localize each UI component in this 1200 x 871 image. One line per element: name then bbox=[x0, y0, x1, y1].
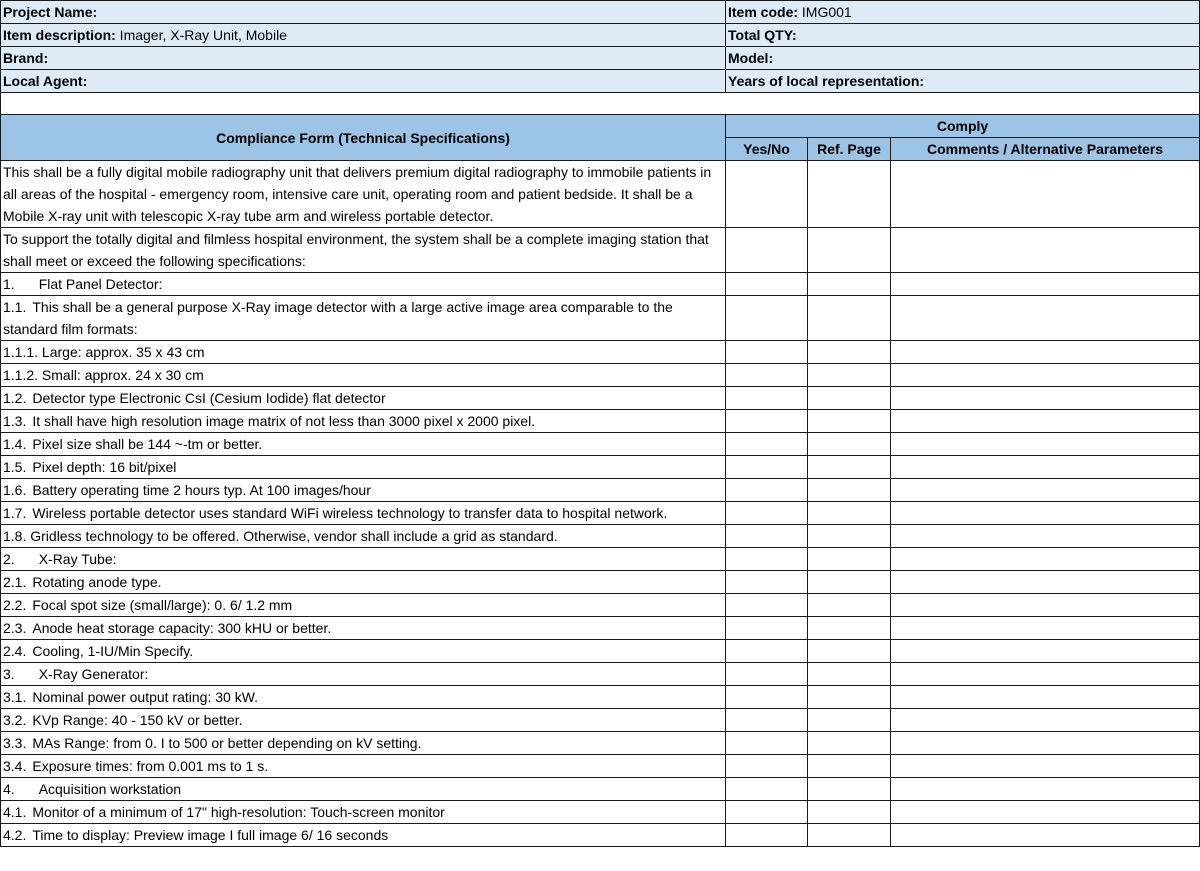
spec-row-1 bbox=[1, 228, 1200, 273]
spec-text-cell bbox=[1, 456, 726, 479]
yes-no-cell[interactable] bbox=[726, 387, 808, 410]
spec-text: Large: approx. 35 x 43 cm bbox=[41, 344, 205, 360]
spec-text-cell bbox=[1, 755, 726, 778]
comments-cell[interactable] bbox=[891, 617, 1200, 640]
comments-header: Comments / Alternative Parameters bbox=[891, 138, 1200, 161]
comments-cell[interactable] bbox=[891, 548, 1200, 571]
yes-no-cell[interactable] bbox=[726, 433, 808, 456]
spec-number: 1.8. bbox=[3, 528, 27, 544]
info-row-brand bbox=[1, 47, 1200, 70]
spec-row-25 bbox=[1, 824, 1200, 847]
spec-text: Cooling, 1-IU/Min Specify. bbox=[32, 643, 194, 659]
yes-no-cell[interactable] bbox=[726, 594, 808, 617]
spec-row-5 bbox=[1, 364, 1200, 387]
spec-text: Flat Panel Detector: bbox=[38, 276, 163, 292]
ref-page-cell[interactable] bbox=[808, 364, 891, 387]
ref-page-cell[interactable] bbox=[808, 548, 891, 571]
ref-page-cell[interactable] bbox=[808, 273, 891, 296]
yes-no-cell[interactable] bbox=[726, 479, 808, 502]
spec-row-22 bbox=[1, 755, 1200, 778]
comments-cell[interactable] bbox=[891, 456, 1200, 479]
ref-page-cell[interactable] bbox=[808, 433, 891, 456]
ref-page-cell[interactable] bbox=[808, 228, 891, 273]
project-name-label: Project Name: bbox=[3, 4, 98, 20]
comments-cell[interactable] bbox=[891, 824, 1200, 847]
ref-page-cell[interactable] bbox=[808, 456, 891, 479]
yes-no-cell[interactable] bbox=[726, 686, 808, 709]
yes-no-cell[interactable] bbox=[726, 502, 808, 525]
comments-cell[interactable] bbox=[891, 755, 1200, 778]
spec-row-9 bbox=[1, 456, 1200, 479]
ref-page-cell[interactable] bbox=[808, 594, 891, 617]
item-description-cell[interactable] bbox=[1, 24, 726, 47]
spec-number: 1.4. bbox=[3, 436, 27, 452]
comments-cell[interactable] bbox=[891, 410, 1200, 433]
spec-title-header: Compliance Form (Technical Specifications) bbox=[1, 115, 726, 161]
years-representation-cell[interactable] bbox=[726, 70, 1200, 93]
local-agent-label: Local Agent: bbox=[3, 73, 88, 89]
spec-number: 3.1. bbox=[3, 689, 27, 705]
project-name-cell[interactable] bbox=[1, 1, 726, 24]
comments-cell[interactable] bbox=[891, 296, 1200, 341]
ref-page-cell[interactable] bbox=[808, 161, 891, 228]
comments-cell[interactable] bbox=[891, 161, 1200, 228]
spec-row-6 bbox=[1, 387, 1200, 410]
model-label: Model: bbox=[728, 50, 774, 66]
item-code-label: Item code: bbox=[728, 4, 799, 20]
spec-number: 3.2. bbox=[3, 712, 27, 728]
spec-text-cell bbox=[1, 663, 726, 686]
years-representation-label: Years of local representation: bbox=[728, 73, 925, 89]
brand-label: Brand: bbox=[3, 50, 49, 66]
spec-row-15 bbox=[1, 594, 1200, 617]
spec-text-cell bbox=[1, 273, 726, 296]
yes-no-cell[interactable] bbox=[726, 228, 808, 273]
spacer-row bbox=[1, 93, 1200, 115]
ref-page-cell[interactable] bbox=[808, 525, 891, 548]
comments-cell[interactable] bbox=[891, 433, 1200, 456]
yes-no-cell[interactable] bbox=[726, 617, 808, 640]
spec-row-7 bbox=[1, 410, 1200, 433]
spec-text: Monitor of a minimum of 17" high-resolution: Touch-screen monitor bbox=[32, 804, 445, 820]
ref-page-cell[interactable] bbox=[808, 755, 891, 778]
comments-cell[interactable] bbox=[891, 341, 1200, 364]
spec-text: Exposure times: from 0.001 ms to 1 s. bbox=[32, 758, 269, 774]
spec-text-cell bbox=[1, 479, 726, 502]
comply-header: Comply bbox=[726, 115, 1200, 138]
spec-number: 2. bbox=[3, 551, 15, 567]
comments-cell[interactable] bbox=[891, 364, 1200, 387]
yes-no-cell[interactable] bbox=[726, 778, 808, 801]
spec-text: This shall be a fully digital mobile radiography unit that delivers premium digital radiography to immobile patients in all areas of the hospital - emergency room, intensive care unit, operating room and patient bedside. It shall be a Mobile X-ray unit with telescopic X-ray tube arm and wireless portable detector. bbox=[3, 164, 712, 224]
yes-no-cell[interactable] bbox=[726, 410, 808, 433]
spec-row-18 bbox=[1, 663, 1200, 686]
spec-text: Acquisition workstation bbox=[38, 781, 182, 797]
spec-number: 1.5. bbox=[3, 459, 27, 475]
ref-page-cell[interactable] bbox=[808, 617, 891, 640]
spec-text: Detector type Electronic CsI (Cesium Iodide) flat detector bbox=[32, 390, 386, 406]
spec-text: KVp Range: 40 - 150 kV or better. bbox=[32, 712, 243, 728]
info-row-description bbox=[1, 24, 1200, 47]
spec-text: Pixel depth: 16 bit/pixel bbox=[32, 459, 177, 475]
spec-text-cell bbox=[1, 525, 726, 548]
ref-page-cell[interactable] bbox=[808, 571, 891, 594]
comments-cell[interactable] bbox=[891, 387, 1200, 410]
item-code-cell[interactable] bbox=[726, 1, 1200, 24]
spec-text-cell bbox=[1, 617, 726, 640]
yes-no-cell[interactable] bbox=[726, 364, 808, 387]
spec-text-cell bbox=[1, 824, 726, 847]
spec-text-cell bbox=[1, 341, 726, 364]
yes-no-cell[interactable] bbox=[726, 273, 808, 296]
brand-cell[interactable] bbox=[1, 47, 726, 70]
spec-number: 2.4. bbox=[3, 643, 27, 659]
yes-no-cell[interactable] bbox=[726, 341, 808, 364]
spec-row-8 bbox=[1, 433, 1200, 456]
spec-text-cell bbox=[1, 801, 726, 824]
yes-no-cell[interactable] bbox=[726, 548, 808, 571]
ref-page-cell[interactable] bbox=[808, 732, 891, 755]
ref-page-cell[interactable] bbox=[808, 341, 891, 364]
spec-row-10 bbox=[1, 479, 1200, 502]
spec-number: 1.7. bbox=[3, 505, 27, 521]
comments-cell[interactable] bbox=[891, 663, 1200, 686]
spec-text: This shall be a general purpose X-Ray image detector with a large active image area comparable to the standard film formats: bbox=[3, 299, 673, 337]
spec-text: Pixel size shall be 144 ~-tm or better. bbox=[32, 436, 263, 452]
spec-text-cell bbox=[1, 778, 726, 801]
spec-text-cell bbox=[1, 410, 726, 433]
comments-cell[interactable] bbox=[891, 228, 1200, 273]
yes-no-cell[interactable] bbox=[726, 525, 808, 548]
yes-no-cell[interactable] bbox=[726, 801, 808, 824]
comments-cell[interactable] bbox=[891, 479, 1200, 502]
ref-page-cell[interactable] bbox=[808, 686, 891, 709]
item-description-label: Item description: bbox=[3, 27, 116, 43]
spec-text: Gridless technology to be offered. Otherwise, vendor shall include a grid as standard. bbox=[30, 528, 558, 544]
ref-page-cell[interactable] bbox=[808, 824, 891, 847]
spec-number: 2.1. bbox=[3, 574, 27, 590]
comments-cell[interactable] bbox=[891, 686, 1200, 709]
spec-text-cell bbox=[1, 548, 726, 571]
spec-row-20 bbox=[1, 709, 1200, 732]
comments-cell[interactable] bbox=[891, 594, 1200, 617]
comments-cell[interactable] bbox=[891, 801, 1200, 824]
spec-text: Anode heat storage capacity: 300 kHU or better. bbox=[32, 620, 332, 636]
comments-cell[interactable] bbox=[891, 273, 1200, 296]
ref-page-cell[interactable] bbox=[808, 479, 891, 502]
spec-row-23 bbox=[1, 778, 1200, 801]
spec-text-cell bbox=[1, 228, 726, 273]
spec-number: 1. bbox=[3, 276, 15, 292]
spec-number: 3.4. bbox=[3, 758, 27, 774]
spec-number: 4.2. bbox=[3, 827, 27, 843]
spec-number: 3. bbox=[3, 666, 15, 682]
spec-text-cell bbox=[1, 571, 726, 594]
local-agent-cell[interactable] bbox=[1, 70, 726, 93]
spec-text-cell bbox=[1, 594, 726, 617]
spec-row-17 bbox=[1, 640, 1200, 663]
ref-page-cell[interactable] bbox=[808, 663, 891, 686]
spacer-cell bbox=[1, 93, 1200, 115]
spec-number: 1.1.1. bbox=[3, 344, 39, 360]
ref-page-cell[interactable] bbox=[808, 410, 891, 433]
spec-row-2 bbox=[1, 273, 1200, 296]
spec-text: Time to display: Preview image I full image 6/ 16 seconds bbox=[32, 827, 389, 843]
model-cell[interactable] bbox=[726, 47, 1200, 70]
spec-text: Wireless portable detector uses standard WiFi wireless technology to transfer data to hospital network. bbox=[32, 505, 668, 521]
item-code-value: IMG001 bbox=[798, 4, 852, 20]
info-row-project bbox=[1, 1, 1200, 24]
spec-row-24 bbox=[1, 801, 1200, 824]
spec-text-cell bbox=[1, 502, 726, 525]
spec-text: Battery operating time 2 hours typ. At 100 images/hour bbox=[32, 482, 371, 498]
spec-text: Focal spot size (small/large): 0. 6/ 1.2 mm bbox=[32, 597, 293, 613]
ref-page-cell[interactable] bbox=[808, 801, 891, 824]
spec-number: 3.3. bbox=[3, 735, 27, 751]
spec-row-3 bbox=[1, 296, 1200, 341]
spec-text-cell bbox=[1, 364, 726, 387]
spec-row-16 bbox=[1, 617, 1200, 640]
spec-text-cell bbox=[1, 296, 726, 341]
header-row-top bbox=[1, 115, 1200, 138]
ref-page-cell[interactable] bbox=[808, 296, 891, 341]
comments-cell[interactable] bbox=[891, 778, 1200, 801]
spec-row-12 bbox=[1, 525, 1200, 548]
spec-number: 2.2. bbox=[3, 597, 27, 613]
spec-row-21 bbox=[1, 732, 1200, 755]
spec-row-13 bbox=[1, 548, 1200, 571]
spec-text-cell bbox=[1, 640, 726, 663]
yes-no-cell[interactable] bbox=[726, 456, 808, 479]
spec-text: Rotating anode type. bbox=[32, 574, 162, 590]
comments-cell[interactable] bbox=[891, 732, 1200, 755]
spec-number: 1.2. bbox=[3, 390, 27, 406]
spec-text: It shall have high resolution image matrix of not less than 3000 pixel x 2000 pixel. bbox=[32, 413, 536, 429]
spec-text-cell bbox=[1, 709, 726, 732]
spec-text: Small: approx. 24 x 30 cm bbox=[41, 367, 204, 383]
yes-no-header: Yes/No bbox=[726, 138, 808, 161]
spec-number: 4.1. bbox=[3, 804, 27, 820]
total-qty-label: Total QTY: bbox=[728, 27, 797, 43]
comments-cell[interactable] bbox=[891, 709, 1200, 732]
yes-no-cell[interactable] bbox=[726, 824, 808, 847]
yes-no-cell[interactable] bbox=[726, 709, 808, 732]
ref-page-header: Ref. Page bbox=[808, 138, 891, 161]
comments-cell[interactable] bbox=[891, 502, 1200, 525]
info-row-agent bbox=[1, 70, 1200, 93]
yes-no-cell[interactable] bbox=[726, 732, 808, 755]
spec-text: X-Ray Generator: bbox=[38, 666, 149, 682]
comments-cell[interactable] bbox=[891, 525, 1200, 548]
spec-number: 4. bbox=[3, 781, 15, 797]
ref-page-cell[interactable] bbox=[808, 640, 891, 663]
yes-no-cell[interactable] bbox=[726, 571, 808, 594]
item-description-value: Imager, X-Ray Unit, Mobile bbox=[115, 27, 287, 43]
spec-row-4 bbox=[1, 341, 1200, 364]
spec-row-0 bbox=[1, 161, 1200, 228]
yes-no-cell[interactable] bbox=[726, 161, 808, 228]
yes-no-cell[interactable] bbox=[726, 296, 808, 341]
spec-text-cell bbox=[1, 433, 726, 456]
yes-no-cell[interactable] bbox=[726, 663, 808, 686]
total-qty-cell[interactable] bbox=[726, 24, 1200, 47]
spec-row-19 bbox=[1, 686, 1200, 709]
ref-page-cell[interactable] bbox=[808, 502, 891, 525]
spec-text-cell bbox=[1, 161, 726, 228]
spec-text: To support the totally digital and filmless hospital environment, the system shall be a complete imaging station that shall meet or exceed the following specifications: bbox=[3, 231, 709, 269]
ref-page-cell[interactable] bbox=[808, 387, 891, 410]
spec-text-cell bbox=[1, 686, 726, 709]
spec-text-cell bbox=[1, 387, 726, 410]
spec-text: X-Ray Tube: bbox=[38, 551, 117, 567]
ref-page-cell[interactable] bbox=[808, 709, 891, 732]
ref-page-cell[interactable] bbox=[808, 778, 891, 801]
spec-row-11 bbox=[1, 502, 1200, 525]
spec-number: 1.1. bbox=[3, 299, 27, 315]
spec-text-cell bbox=[1, 732, 726, 755]
spec-number: 2.3. bbox=[3, 620, 27, 636]
comments-cell[interactable] bbox=[891, 640, 1200, 663]
spec-text: Nominal power output rating: 30 kW. bbox=[32, 689, 259, 705]
yes-no-cell[interactable] bbox=[726, 755, 808, 778]
spec-text: MAs Range: from 0. I to 500 or better depending on kV setting. bbox=[32, 735, 422, 751]
comments-cell[interactable] bbox=[891, 571, 1200, 594]
spec-row-14 bbox=[1, 571, 1200, 594]
spec-number: 1.3. bbox=[3, 413, 27, 429]
spec-number: 1.6. bbox=[3, 482, 27, 498]
spec-number: 1.1.2. bbox=[3, 367, 39, 383]
yes-no-cell[interactable] bbox=[726, 640, 808, 663]
